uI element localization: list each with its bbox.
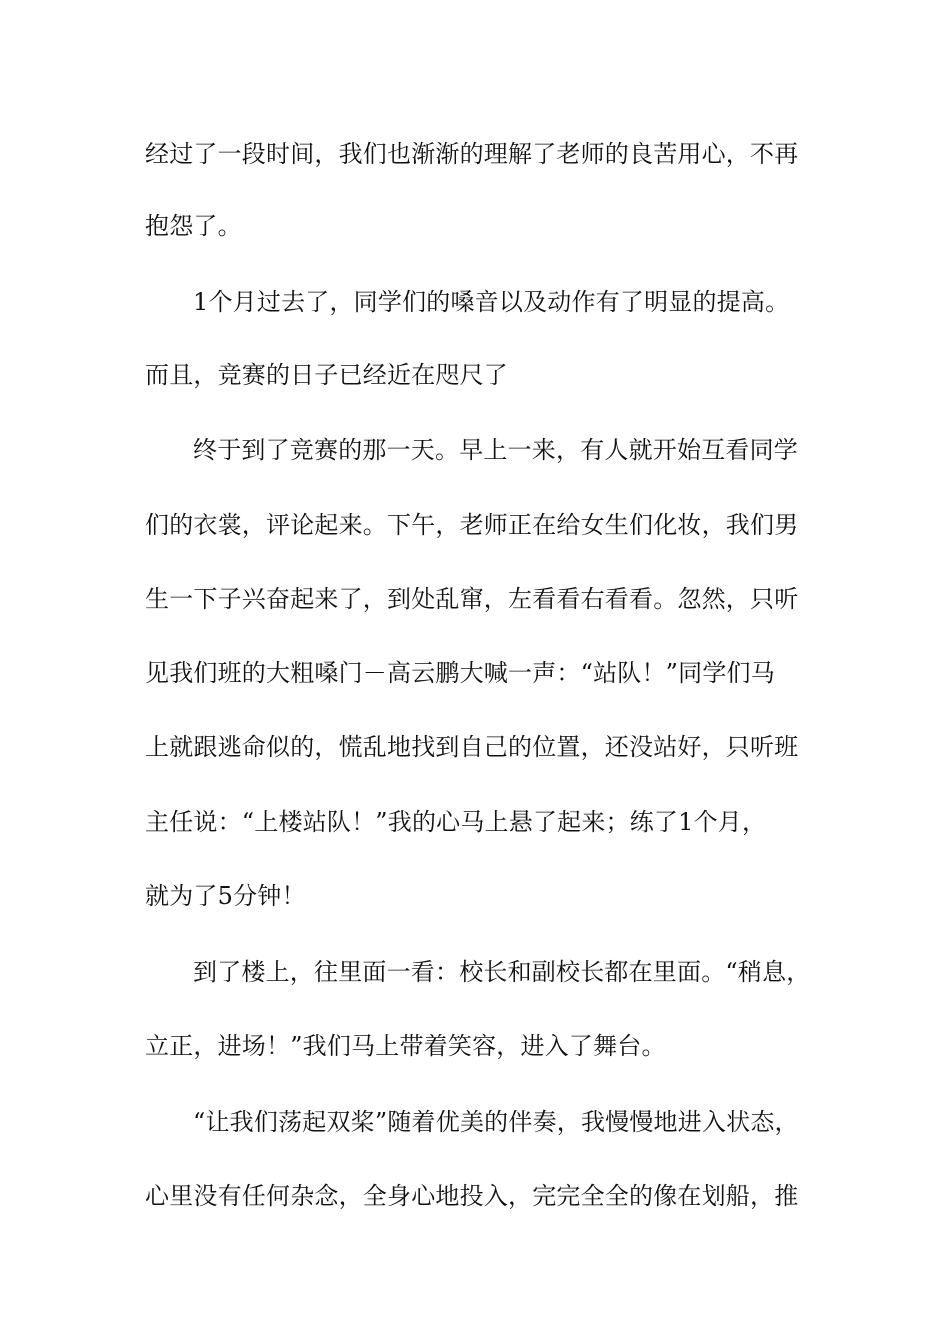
text-line-3: 1个月过去了，同学们的嗓音以及动作有了明显的提高。 — [193, 288, 790, 316]
text-line-7: 生一下子兴奋起来了，到处乱窜，左看看右看看。忽然，只听 — [145, 585, 799, 613]
text-line-5: 终于到了竞赛的那一天。早上一来，有人就开始互看同学 — [193, 436, 798, 464]
text-line-1: 经过了一段时间，我们也渐渐的理解了老师的良苦用心，不再 — [145, 140, 799, 168]
text-line-15: 心里没有任何杂念，全身心地投入，完完全全的像在划船，推 — [145, 1182, 799, 1210]
text-line-4: 而且，竞赛的日子已经近在咫尺了 — [145, 361, 508, 389]
text-line-9: 上就跟逃命似的，慌乱地找到自己的位置，还没站好，只听班 — [145, 733, 799, 761]
text-line-6: 们的衣裳，评论起来。下午，老师正在给女生们化妆，我们男 — [145, 511, 799, 539]
text-line-10: 主任说：“上楼站队！”我的心马上悬了起来；练了1个月， — [145, 808, 767, 836]
text-line-8: 见我们班的大粗嗓门－高云鹏大喊一声：“站队！”同学们马 — [145, 659, 775, 687]
text-line-13: 立正，进场！”我们马上带着笑容，进入了舞台。 — [145, 1032, 666, 1060]
text-line-14: “让我们荡起双桨”随着优美的伴奏，我慢慢地进入状态， — [193, 1108, 799, 1136]
text-line-2: 抱怨了。 — [145, 212, 242, 240]
text-line-12: 到了楼上，往里面一看：校长和副校长都在里面。“稍息， — [193, 958, 811, 986]
text-line-11: 就为了5分钟！ — [145, 882, 306, 910]
